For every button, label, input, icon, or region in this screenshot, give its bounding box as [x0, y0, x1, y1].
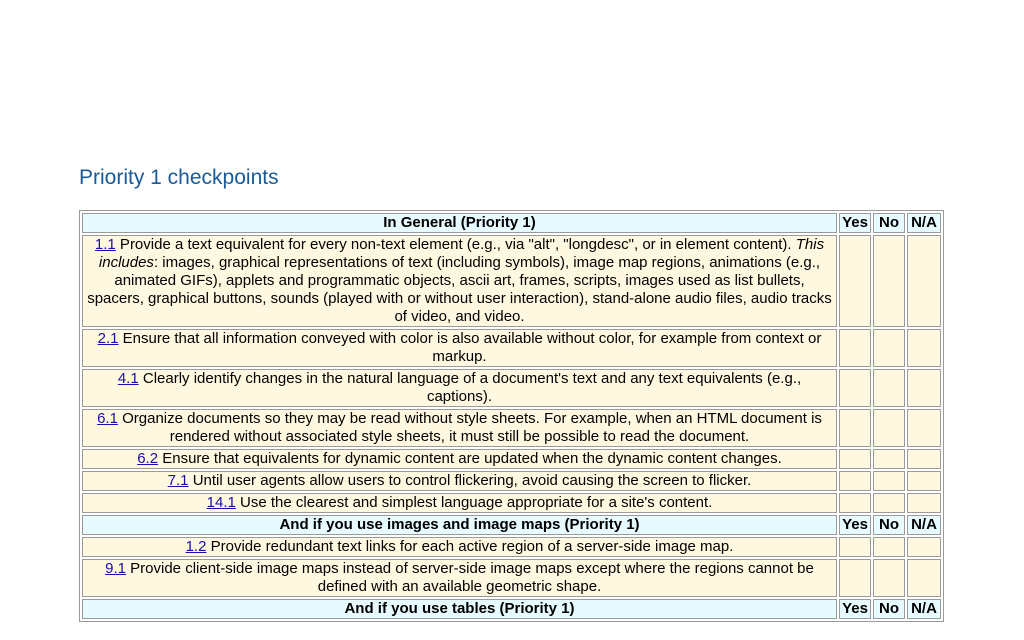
- no-cell[interactable]: [873, 537, 905, 557]
- checkpoint-link[interactable]: 6.2: [137, 450, 159, 467]
- group-title: In General (Priority 1): [82, 213, 837, 233]
- no-column-header: No: [873, 599, 905, 619]
- yes-cell[interactable]: [839, 537, 871, 557]
- checkpoint-description: Use the clearest and simplest language appropriate for a site's content.: [235, 494, 713, 511]
- na-cell[interactable]: [907, 329, 941, 367]
- na-cell[interactable]: [907, 537, 941, 557]
- checkpoint-table: [79, 210, 944, 622]
- no-cell[interactable]: [873, 471, 905, 491]
- yes-cell[interactable]: [839, 559, 871, 597]
- checkpoint-link[interactable]: 4.1: [117, 370, 139, 387]
- yes-cell[interactable]: [839, 409, 871, 447]
- na-cell[interactable]: [907, 409, 941, 447]
- no-column-header: No: [873, 213, 905, 233]
- checkpoint-text: [82, 329, 837, 367]
- checkpoint-row: [82, 409, 941, 447]
- checkpoint-description: Clearly identify changes in the natural language of a document's text and any text equivalents (e.g., captions).: [138, 370, 802, 405]
- checkpoint-description: Until user agents allow users to control flickering, avoid causing the screen to flicker.: [188, 472, 752, 489]
- checkpoint-row: [82, 369, 941, 407]
- yes-cell[interactable]: [839, 449, 871, 469]
- checkpoint-text: [82, 449, 837, 469]
- checkpoint-row: [82, 493, 941, 513]
- na-cell[interactable]: [907, 559, 941, 597]
- yes-column-header: Yes: [839, 213, 871, 233]
- checkpoint-text: [82, 493, 837, 513]
- no-cell[interactable]: [873, 235, 905, 327]
- na-cell[interactable]: [907, 471, 941, 491]
- checkpoint-description: Provide a text equivalent for every non-text element (e.g., via "alt", "longdesc", or in element content).: [115, 236, 796, 253]
- na-cell[interactable]: [907, 493, 941, 513]
- checkpoint-row: [82, 235, 941, 327]
- group-header-row: [82, 515, 941, 535]
- no-cell[interactable]: [873, 369, 905, 407]
- checkpoint-text: [82, 559, 837, 597]
- checkpoint-link[interactable]: 7.1: [167, 472, 189, 489]
- checkpoint-text: [82, 537, 837, 557]
- yes-cell[interactable]: [839, 369, 871, 407]
- no-cell[interactable]: [873, 329, 905, 367]
- section-heading: Priority 1 checkpoints: [79, 166, 279, 189]
- na-cell[interactable]: [907, 235, 941, 327]
- checkpoint-description-cont: : images, graphical representations of text (including symbols), image map regions, animations (e.g., animated GIFs), applets and programmatic objects, ascii art, frames, scripts, images used as list bullets, spacers, graphical buttons, sounds (played with or without user interaction), stand-alone audio files, audio tracks of video, and video.: [87, 254, 832, 325]
- group-title: And if you use tables (Priority 1): [82, 599, 837, 619]
- yes-cell[interactable]: [839, 493, 871, 513]
- checkpoint-row: [82, 329, 941, 367]
- checkpoint-link[interactable]: 14.1: [206, 494, 236, 511]
- na-column-header: N/A: [907, 515, 941, 535]
- na-column-header: N/A: [907, 599, 941, 619]
- checkpoint-link[interactable]: 9.1: [105, 560, 126, 577]
- checkpoint-row: [82, 537, 941, 557]
- na-cell[interactable]: [907, 449, 941, 469]
- yes-cell[interactable]: [839, 471, 871, 491]
- checkpoint-description: Provide redundant text links for each active region of a server-side image map.: [206, 538, 734, 555]
- group-header-row: [82, 213, 941, 233]
- checkpoint-link[interactable]: 1.1: [94, 236, 116, 253]
- no-cell[interactable]: [873, 493, 905, 513]
- yes-cell[interactable]: [839, 329, 871, 367]
- yes-column-header: Yes: [839, 599, 871, 619]
- group-title: And if you use images and image maps (Priority 1): [82, 515, 837, 535]
- yes-column-header: Yes: [839, 515, 871, 535]
- checkpoint-row: [82, 471, 941, 491]
- checkpoint-row: [82, 449, 941, 469]
- checkpoint-description: Provide client-side image maps instead of server-side image maps except where the regions cannot be defined with an available geometric shape.: [126, 560, 814, 595]
- na-cell[interactable]: [907, 369, 941, 407]
- checkpoint-description: Organize documents so they may be read without style sheets. For example, when an HTML document is rendered without associated style sheets, it must still be possible to read the document.: [117, 410, 822, 445]
- na-column-header: N/A: [907, 213, 941, 233]
- yes-cell[interactable]: [839, 235, 871, 327]
- checkpoint-text: [82, 409, 837, 447]
- no-cell[interactable]: [873, 559, 905, 597]
- checkpoint-link[interactable]: 1.2: [185, 538, 207, 555]
- checkpoint-text: [82, 369, 837, 407]
- no-cell[interactable]: [873, 409, 905, 447]
- checkpoint-text: [82, 235, 837, 327]
- checkpoint-link[interactable]: 2.1: [97, 330, 119, 347]
- checkpoint-description: Ensure that all information conveyed with color is also available without color, for example from context or markup.: [118, 330, 822, 365]
- no-cell[interactable]: [873, 449, 905, 469]
- checkpoint-link[interactable]: 6.1: [97, 410, 118, 427]
- checkpoint-text: [82, 471, 837, 491]
- no-column-header: No: [873, 515, 905, 535]
- group-header-row: [82, 599, 941, 619]
- checkpoint-description: Ensure that equivalents for dynamic content are updated when the dynamic content changes.: [158, 450, 782, 467]
- checkpoint-row: [82, 559, 941, 597]
- checkpoint-emphasis: This includes: [98, 236, 825, 271]
